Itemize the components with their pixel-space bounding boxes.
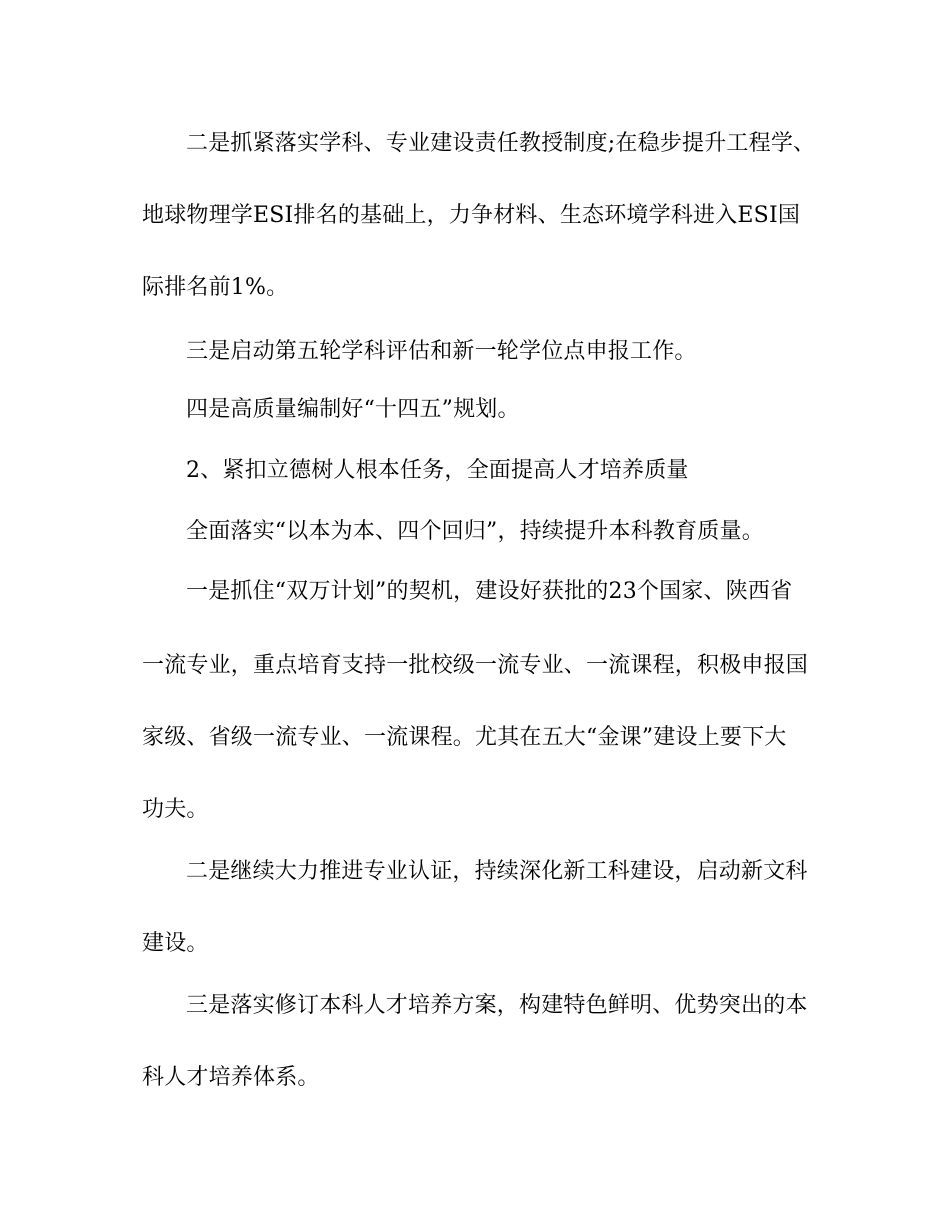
paragraph-line: 四是高质量编制好“十四五”规划。 <box>186 397 520 422</box>
paragraph-line: 二是继续大力推进专业认证，持续深化新工科建设，启动新文科 <box>186 859 808 884</box>
paragraph-line: 一是抓住“双万计划”的契机，建设好获批的23个国家、陕西省 <box>186 579 793 604</box>
paragraph-line: 功夫。 <box>142 797 209 822</box>
paragraph-line: 际排名前1%。 <box>142 275 289 300</box>
paragraph-line: 全面落实“以本为本、四个回归”，持续提升本科教育质量。 <box>186 519 764 544</box>
paragraph-line: 一流专业，重点培育支持一批校级一流专业、一流课程，积极申报国 <box>142 653 809 678</box>
paragraph-line: 二是抓紧落实学科、专业建设责任教授制度;在稳步提升工程学、 <box>186 131 816 156</box>
paragraph-line: 科人才培养体系。 <box>142 1065 320 1090</box>
paragraph-line: 家级、省级一流专业、一流课程。尤其在五大“金课”建设上要下大 <box>142 725 787 750</box>
section-heading: 2、紧扣立德树人根本任务，全面提高人才培养质量 <box>186 458 689 483</box>
paragraph-line: 地球物理学ESI排名的基础上，力争材料、生态环境学科进入ESI国 <box>142 203 801 228</box>
paragraph-line: 三是落实修订本科人才培养方案，构建特色鲜明、优势突出的本 <box>186 993 808 1018</box>
paragraph-line: 建设。 <box>142 931 209 956</box>
paragraph-line: 三是启动第五轮学科评估和新一轮学位点申报工作。 <box>186 339 697 364</box>
